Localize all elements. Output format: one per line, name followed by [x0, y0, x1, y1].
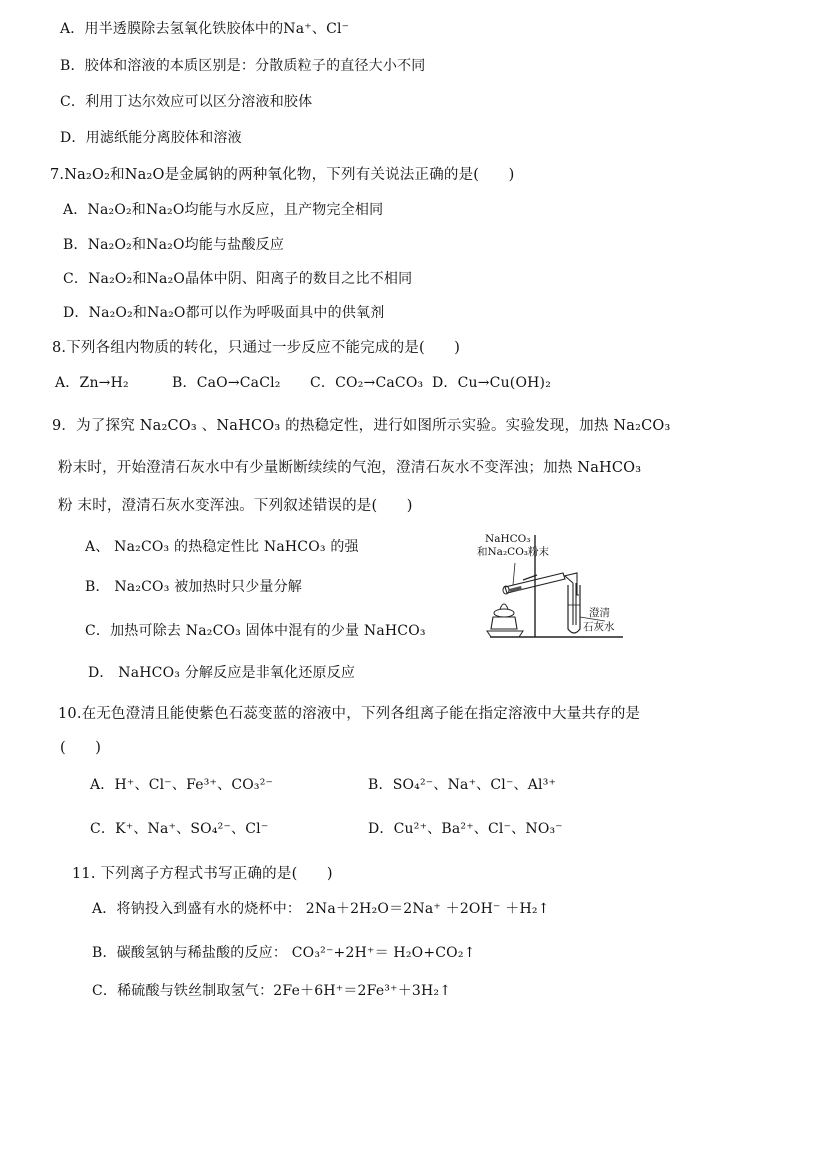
- q8-option-d: D．Cu→Cu(OH)₂: [432, 375, 552, 391]
- q6-option-c: C．利用丁达尔效应可以区分溶液和胶体: [60, 94, 313, 110]
- q10-option-d: D．Cu²⁺、Ba²⁺、Cl⁻、NO₃⁻: [368, 821, 563, 837]
- q7-option-a: A．Na₂O₂和Na₂O均能与水反应，且产物完全相同: [63, 202, 384, 218]
- q10-stem: 10.在无色澄清且能使紫色石蕊变蓝的溶液中，下列各组离子能在指定溶液中大量共存的是: [58, 706, 641, 722]
- q7-option-b: B．Na₂O₂和Na₂O均能与盐酸反应: [63, 237, 285, 253]
- q6-option-a: A．用半透膜除去氢氧化铁胶体中的Na⁺、Cl⁻: [60, 21, 350, 37]
- figure-label-limewater: 石灰水: [583, 621, 615, 633]
- apparatus-figure: [455, 525, 630, 645]
- q10-paren: ( ): [60, 740, 102, 756]
- q11-stem: 11. 下列离子方程式书写正确的是( ): [72, 866, 333, 882]
- q11-option-c: C．稀硫酸与铁丝制取氢气：2Fe＋6H⁺＝2Fe³⁺＋3H₂↑: [92, 983, 452, 999]
- figure-label-nahco3: NaHCO₃: [485, 533, 531, 545]
- q11-option-b: B．碳酸氢钠与稀盐酸的反应： CO₃²⁻+2H⁺＝ H₂O+CO₂↑: [92, 945, 476, 961]
- q9-option-a: A、 Na₂CO₃ 的热稳定性比 NaHCO₃ 的强: [85, 539, 359, 555]
- q9-stem-line1: 9．为了探究 Na₂CO₃ 、NaHCO₃ 的热稳定性，进行如图所示实验。实验发现，加热 Na₂CO₃: [52, 418, 671, 434]
- q10-option-a: A．H⁺、Cl⁻、Fe³⁺、CO₃²⁻: [90, 777, 274, 793]
- q7-option-d: D．Na₂O₂和Na₂O都可以作为呼吸面具中的供氧剂: [63, 305, 385, 321]
- q9-stem-line2: 粉末时，开始澄清石灰水中有少量断断续续的气泡，澄清石灰水不变浑浊；加热 NaHCO₃: [58, 460, 642, 476]
- q11-option-a: A．将钠投入到盛有水的烧杯中： 2Na＋2H₂O＝2Na⁺ ＋2OH⁻ ＋H₂↑: [92, 901, 550, 917]
- q9-stem-line3: 粉 末时，澄清石灰水变浑浊。下列叙述错误的是( ): [58, 498, 413, 514]
- q7-option-c: C．Na₂O₂和Na₂O晶体中阴、阳离子的数目之比不相同: [63, 271, 413, 287]
- q8-option-b: B．CaO→CaCl₂: [172, 375, 281, 391]
- q9-option-b: B． Na₂CO₃ 被加热时只少量分解: [85, 579, 302, 595]
- q7-stem: 7.Na₂O₂和Na₂O是金属钠的两种氧化物，下列有关说法正确的是( ): [50, 167, 515, 183]
- q10-option-c: C．K⁺、Na⁺、SO₄²⁻、Cl⁻: [90, 821, 269, 837]
- q8-option-a: A．Zn→H₂: [55, 375, 129, 391]
- q10-option-b: B．SO₄²⁻、Na⁺、Cl⁻、Al³⁺: [368, 777, 557, 793]
- figure-label-clear: 澄清: [589, 607, 610, 619]
- q8-stem: 8.下列各组内物质的转化，只通过一步反应不能完成的是( ): [52, 340, 461, 356]
- q6-option-d: D．用滤纸能分离胶体和溶液: [60, 130, 242, 146]
- figure-label-na2co3-powder: 和Na₂CO₃粉末: [477, 546, 550, 558]
- q9-option-d: D． NaHCO₃ 分解反应是非氧化还原反应: [88, 665, 356, 681]
- q6-option-b: B．胶体和溶液的本质区别是：分散质粒子的直径大小不同: [60, 58, 426, 74]
- q8-option-c: C．CO₂→CaCO₃: [310, 375, 424, 391]
- q9-option-c: C．加热可除去 Na₂CO₃ 固体中混有的少量 NaHCO₃: [85, 623, 426, 639]
